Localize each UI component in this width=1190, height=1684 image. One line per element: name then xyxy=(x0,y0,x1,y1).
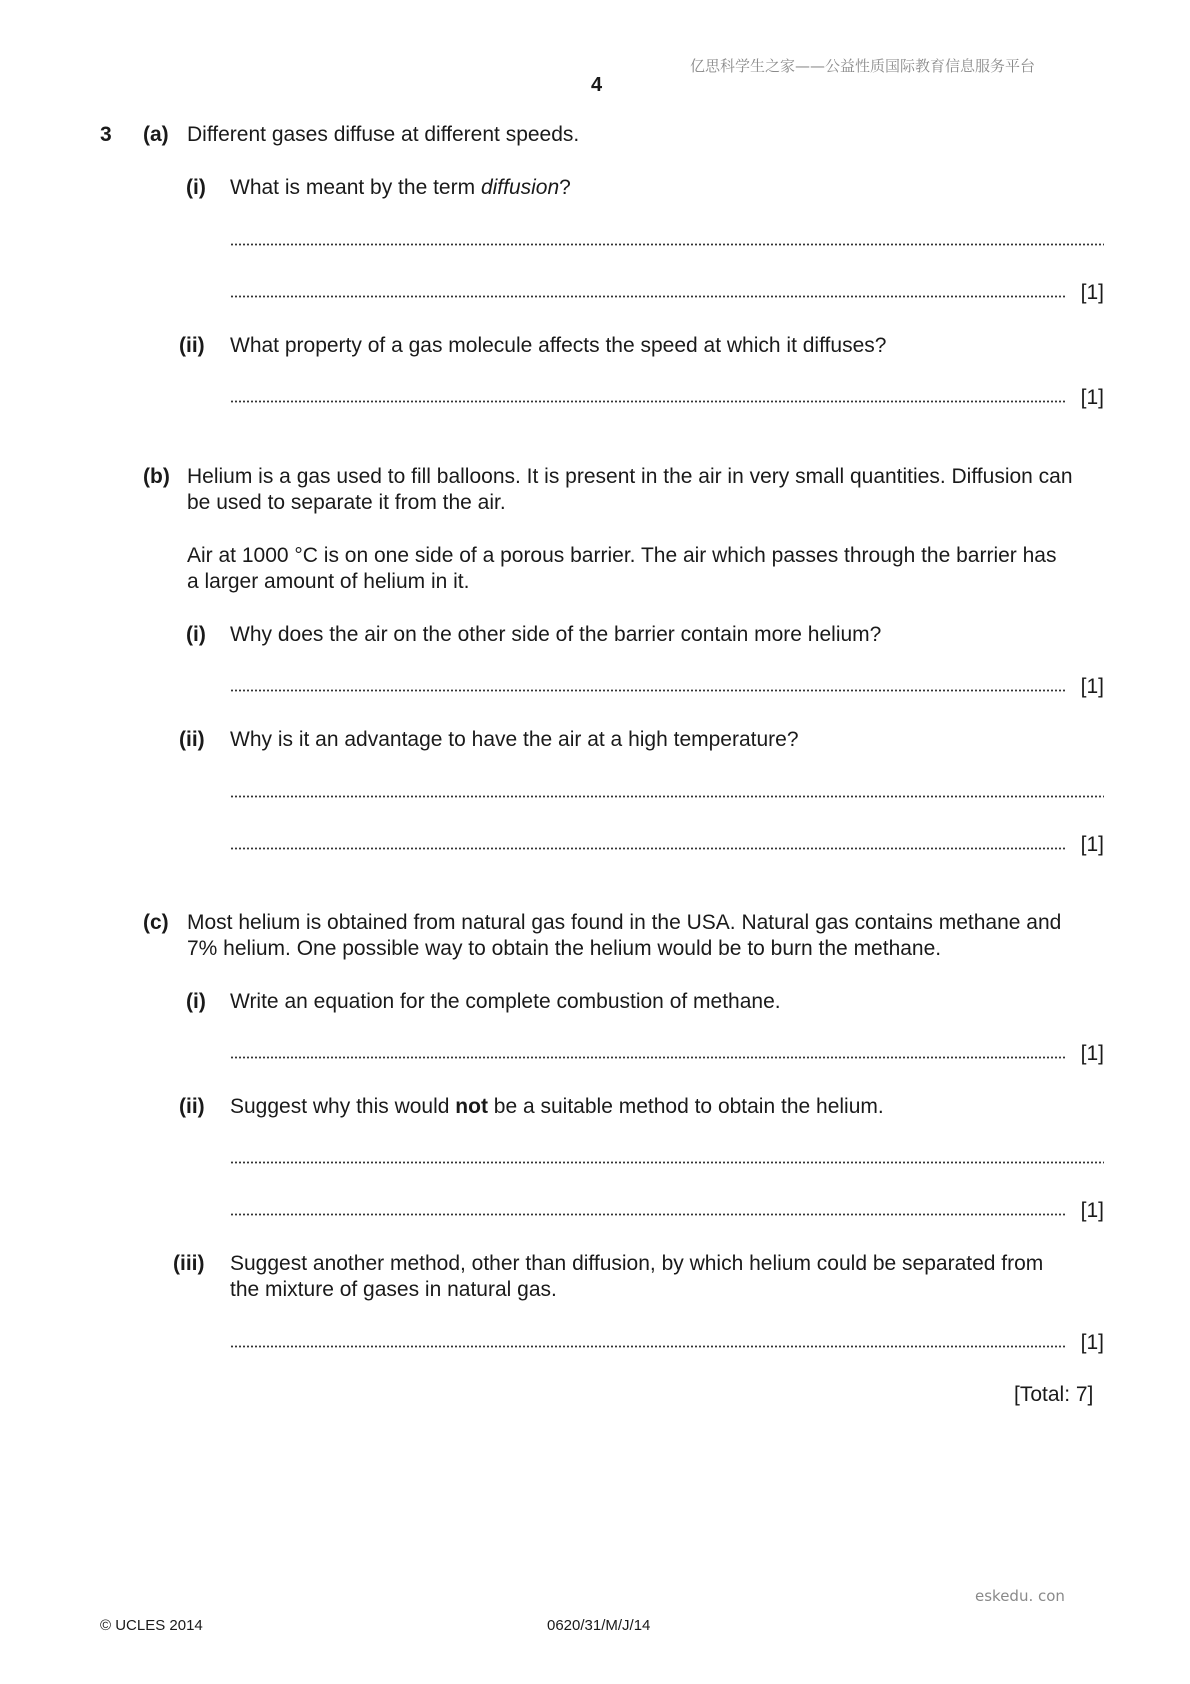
part-a-ii-question: What property of a gas molecule affects the speed at which it diffuses? xyxy=(230,334,887,357)
answer-line[interactable] xyxy=(230,780,1104,806)
mark-allocation: [1] xyxy=(1080,1042,1104,1065)
part-b-i-question: Why does the air on the other side of the barrier contain more helium? xyxy=(230,623,882,646)
answer-line[interactable] xyxy=(230,228,1104,254)
answer-line[interactable] xyxy=(230,385,1104,411)
part-c-iii-question-line: the mixture of gases in natural gas. xyxy=(230,1278,557,1301)
part-c-i-label: (i) xyxy=(186,990,206,1013)
answer-line[interactable] xyxy=(230,280,1104,306)
mark-allocation: [1] xyxy=(1080,1199,1104,1222)
part-c-ii-label: (ii) xyxy=(179,1095,205,1118)
part-b-ii-label: (ii) xyxy=(179,728,205,751)
part-c-iii-question-line: Suggest another method, other than diffusion, by which helium could be separated from xyxy=(230,1252,1044,1275)
answer-line[interactable] xyxy=(230,1146,1104,1172)
answer-line[interactable] xyxy=(230,1198,1104,1224)
part-c-iii-label: (iii) xyxy=(173,1252,205,1275)
answer-line[interactable] xyxy=(230,832,1104,858)
mark-allocation: [1] xyxy=(1080,281,1104,304)
mark-allocation: [1] xyxy=(1080,386,1104,409)
part-c-text-line: Most helium is obtained from natural gas found in the USA. Natural gas contains methane and xyxy=(187,911,1062,934)
paper-code: 0620/31/M/J/14 xyxy=(547,1617,651,1634)
part-a-label: (a) xyxy=(143,123,169,146)
part-b-text-line: Air at 1000 °C is on one side of a porous barrier. The air which passes through the barrier has xyxy=(187,544,1057,567)
emphasis-not: not xyxy=(455,1095,488,1118)
part-b-label: (b) xyxy=(143,465,170,488)
part-a-stem: Different gases diffuse at different speeds. xyxy=(187,123,580,146)
site-watermark: eskedu. con xyxy=(975,1587,1065,1605)
part-c-text-line: 7% helium. One possible way to obtain the helium would be to burn the methane. xyxy=(187,937,942,960)
part-b-text-line: Helium is a gas used to fill balloons. It is present in the air in very small quantities. Diffusion can xyxy=(187,465,1073,488)
part-b-i-label: (i) xyxy=(186,623,206,646)
copyright: © UCLES 2014 xyxy=(100,1617,203,1634)
watermark-text: 亿思科学生之家——公益性质国际教育信息服务平台 xyxy=(690,57,1036,75)
term-diffusion: diffusion xyxy=(480,176,560,199)
part-a-ii-label: (ii) xyxy=(179,334,205,357)
part-c-ii-question: Suggest why this would not be a suitable method to obtain the helium. xyxy=(230,1095,884,1118)
part-a-i-question: What is meant by the term diffusion? xyxy=(230,176,571,199)
question-number: 3 xyxy=(100,123,112,146)
mark-allocation: [1] xyxy=(1080,675,1104,698)
part-c-i-question: Write an equation for the complete combustion of methane. xyxy=(230,990,781,1013)
part-b-text-line: a larger amount of helium in it. xyxy=(187,570,470,593)
page-number: 4 xyxy=(591,74,603,96)
total-marks: [Total: 7] xyxy=(1014,1383,1094,1406)
part-c-label: (c) xyxy=(143,911,169,934)
part-b-text-line: be used to separate it from the air. xyxy=(187,491,506,514)
mark-allocation: [1] xyxy=(1080,1331,1104,1354)
part-b-ii-question: Why is it an advantage to have the air at a high temperature? xyxy=(230,728,799,751)
answer-line[interactable] xyxy=(230,674,1104,700)
answer-line[interactable] xyxy=(230,1041,1104,1067)
answer-line[interactable] xyxy=(230,1330,1104,1356)
part-a-i-label: (i) xyxy=(186,176,206,199)
mark-allocation: [1] xyxy=(1080,833,1104,856)
